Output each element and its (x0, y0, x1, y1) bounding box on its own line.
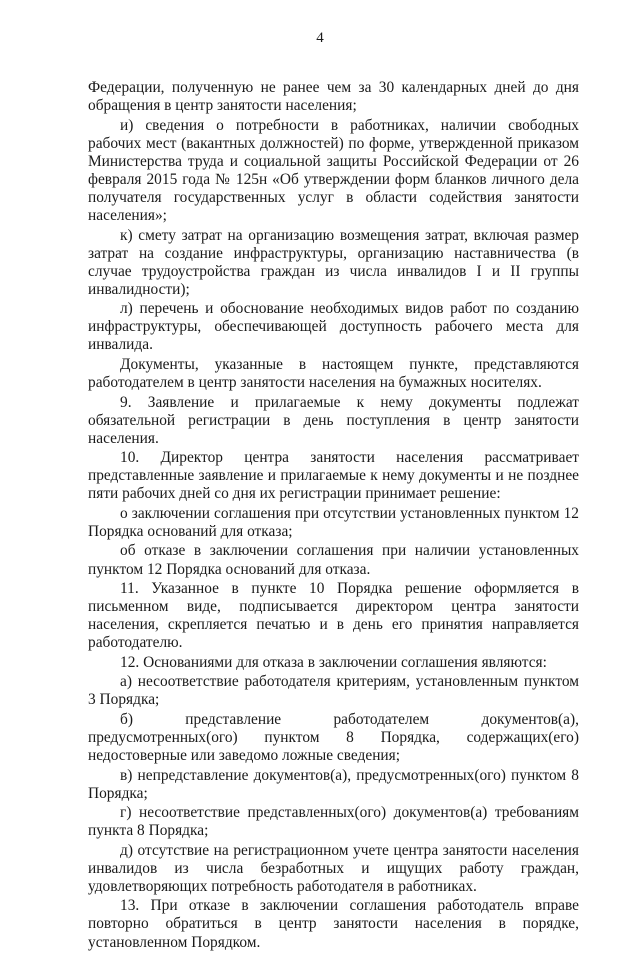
paragraph-item-a: а) несоответствие работодателя критериям, установленным пунктом 3 Порядка; (88, 673, 579, 709)
paragraph-decision-conclude: о заключении соглашения при отсутствии установленных пунктом 12 Порядка оснований для отказа; (88, 504, 579, 540)
document-body (88, 79, 579, 953)
paragraph-item-l: л) перечень и обоснование необходимых видов работ по созданию инфраструктуры, обеспечивающей доступность рабочего места для инвалида. (88, 300, 579, 354)
paragraph-item-b: б) представление работодателем документов(а), предусмотренных(ого) пунктом 8 Порядка, содержащих(его) недостоверные или заведомо ложные сведения; (88, 710, 579, 765)
paragraph-clause-12: 12. Основаниями для отказа в заключении соглашения являются: (120, 653, 547, 671)
paragraph-item-g: г) несоответствие представленных(ого) документов(а) требованиям пункта 8 Порядка; (88, 804, 579, 840)
paragraph-clause-13: 13. При отказе в заключении соглашения работодатель вправе повторно обратиться в центр занятости населения в порядке, установленном Порядком. (88, 897, 579, 951)
paragraph-item-v: в) непредставление документов(а), предусмотренных(ого) пунктом 8 Порядка; (88, 766, 579, 802)
paragraph-item-d: д) отсутствие на регистрационном учете центра занятости населения инвалидов из числа безработных и ищущих работу граждан, удовлетворяющих потребность работодателя в работниках. (88, 841, 579, 895)
paragraph-item-k: к) смету затрат на организацию возмещения затрат, включая размер затрат на создание инфраструктуры, организацию наставничества (в случае трудоустройства граждан из числа инвалидов I и II группы инвалидности); (88, 226, 579, 298)
paragraph-decision-refuse: об отказе в заключении соглашения при наличии установленных пунктом 12 Порядка оснований для отказа. (88, 542, 579, 578)
paragraph-clause-9: 9. Заявление и прилагаемые к нему документы подлежат обязательной регистрации в день поступления в центр занятости населения. (88, 393, 579, 447)
paragraph-clause-10: 10. Директор центра занятости населения рассматривает представленные заявление и прилагаемые к нему документы и не позднее пяти рабочих дней со дня их регистрации принимает решение: (88, 449, 579, 503)
page-number: 4 (316, 30, 324, 46)
paragraph-documents-note: Документы, указанные в настоящем пункте, представляются работодателем в центр занятости населения на бумажных носителях. (88, 355, 579, 392)
paragraph-continuation: Федерации, полученную не ранее чем за 30 календарных дней до дня обращения в центр занятости населения; (88, 79, 579, 115)
paragraph-clause-11: 11. Указанное в пункте 10 Порядка решение оформляется в письменном виде, подписывается директором центра занятости населения, скрепляется печатью и в день его принятия направляется работодателю. (88, 580, 579, 652)
paragraph-item-i: и) сведения о потребности в работниках, наличии свободных рабочих мест (вакантных должностей) по форме, утвержденной приказом Министерства труда и социальной защиты Российской Федерации от 26 февраля 2015 года № 125н «Об утверждении форм бланков личного дела получателя государственных услуг в области содействия занятости населения»; (88, 116, 579, 225)
